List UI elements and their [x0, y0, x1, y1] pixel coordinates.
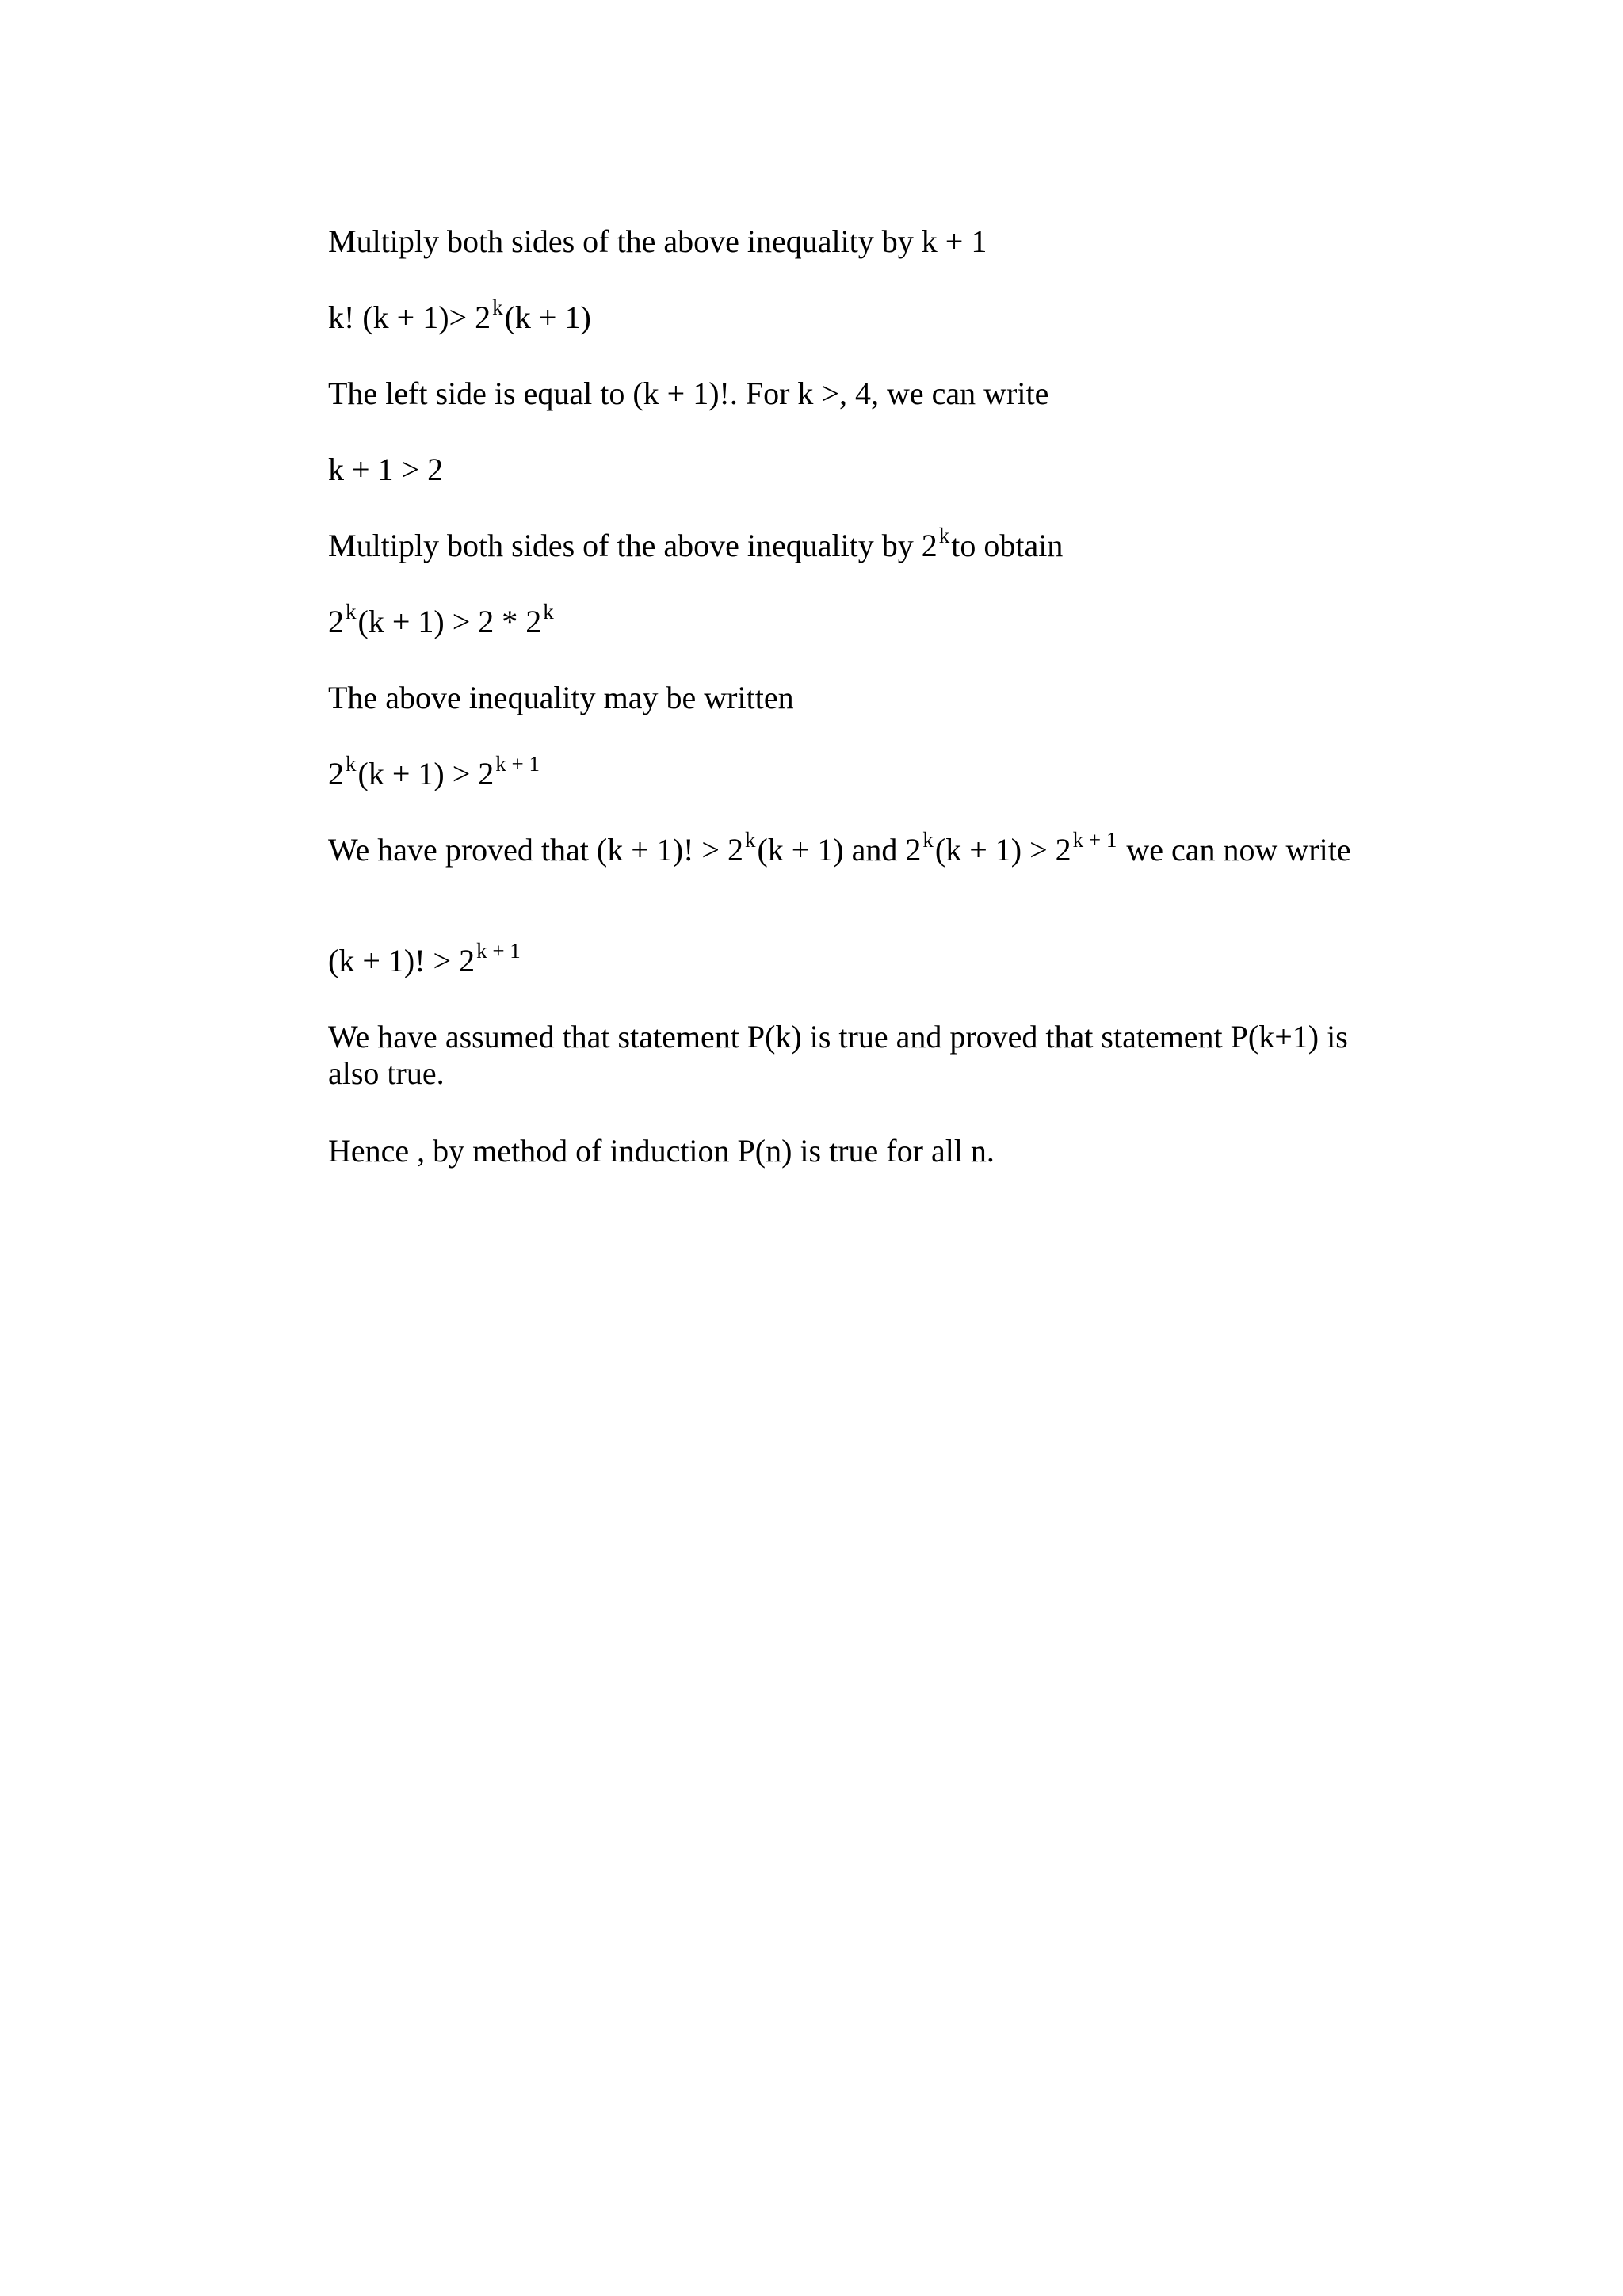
- paragraph-text: (k + 1) and 2: [757, 832, 922, 868]
- superscript: k: [922, 828, 934, 852]
- equation-part: (k + 1) > 2 * 2: [357, 604, 542, 639]
- superscript: k + 1: [476, 939, 521, 963]
- equation-part: 2: [328, 604, 344, 639]
- paragraph-text: Hence , by method of induction P(n) is true for all n.: [328, 1133, 995, 1169]
- superscript: k + 1: [1072, 828, 1117, 852]
- paragraph-text: We have proved that (k + 1)! > 2: [328, 832, 743, 868]
- equation-2k-gt-2k-plus-1: [328, 752, 541, 792]
- equation-part: k! (k + 1)> 2: [328, 299, 491, 335]
- superscript: k: [744, 828, 756, 852]
- paragraph-text: The above inequality may be written: [328, 680, 794, 715]
- paragraph-we-have-proved: [328, 828, 1398, 868]
- equation-part: k + 1 > 2: [328, 452, 444, 487]
- paragraph-assumed-pk-true: [328, 1019, 1398, 1092]
- superscript: k + 1: [495, 752, 540, 776]
- superscript: k: [938, 524, 950, 548]
- paragraph-may-be-written: [328, 680, 794, 716]
- equation-part: 2: [328, 756, 344, 791]
- equation-k-plus-1-fact-gt-2k-plus-1: [328, 939, 522, 979]
- superscript: k: [543, 600, 554, 624]
- equation-part: (k + 1) > 2: [357, 756, 495, 791]
- paragraph-text: Multiply both sides of the above inequality by 2: [328, 528, 938, 563]
- superscript: k: [492, 296, 503, 320]
- equation-part: (k + 1): [504, 299, 591, 335]
- superscript: k: [346, 752, 357, 776]
- equation-k-plus-1-gt-2: [328, 452, 443, 488]
- paragraph-text: we can now write: [1126, 832, 1351, 868]
- paragraph-text: We have assumed that statement P(k) is true and proved that statement P(k+1) is also true.: [328, 1019, 1348, 1091]
- paragraph-text: The left side is equal to (k + 1)!. For k >, 4, we can write: [328, 376, 1049, 411]
- paragraph-text: to obtain: [951, 528, 1064, 563]
- paragraph-left-side-equal: [328, 376, 1048, 412]
- paragraph-multiply-by-k-plus-1: [328, 223, 987, 260]
- paragraph-text: Multiply both sides of the above inequality by k + 1: [328, 223, 987, 259]
- superscript: k: [346, 600, 357, 624]
- equation-2k-times-k-plus-1: [328, 600, 556, 640]
- equation-part: (k + 1)! > 2: [328, 943, 475, 978]
- paragraph-text: (k + 1) > 2: [934, 832, 1071, 868]
- paragraph-multiply-by-2k: [328, 524, 1064, 564]
- paragraph-conclusion: [328, 1133, 995, 1169]
- equation-kfact-times-k-plus-1: [328, 296, 591, 336]
